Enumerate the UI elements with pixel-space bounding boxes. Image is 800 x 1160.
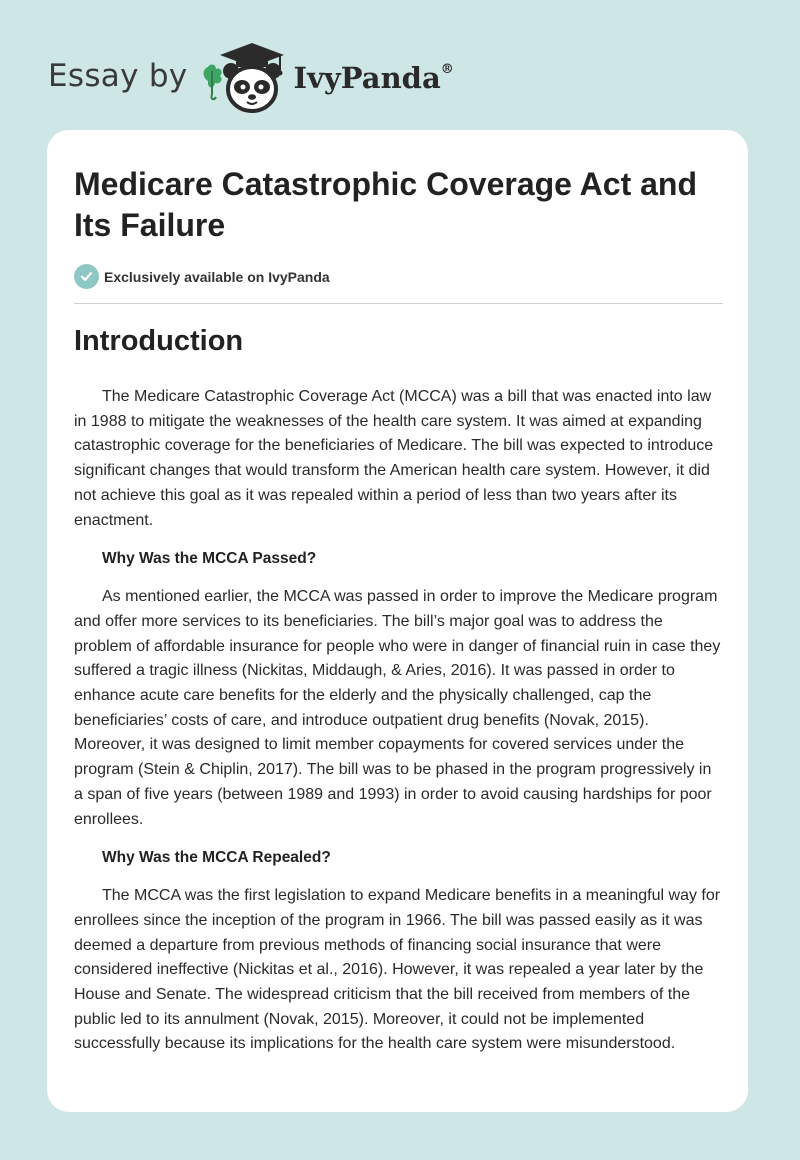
ivy-leaf-icon — [203, 65, 221, 100]
brand-name[interactable] — [294, 61, 454, 95]
repealed-paragraph: The MCCA was the first legislation to expand Medicare benefits in a meaningful way for enrollees since the inception of the program in 1966. The bill was passed easily as it was deemed a departure from previous methods of financing social insurance that were considered ineffective (Nickitas et al., 2016). However, it was repealed a year later by the House and Senate. The widespread criticism that the bill received from members of the public led to its annulment (Novak, 2015). Moreover, it could not be implemented successfully because its implications for the health care system were misunderstood. — [74, 887, 721, 1053]
article-title: Medicare Catastrophic Coverage Act and Its Failure — [74, 166, 697, 243]
subheading-passed: Why Was the MCCA Passed? — [102, 550, 317, 568]
intro-paragraph: The Medicare Catastrophic Coverage Act (MCCA) was a bill that was enacted into law in 1988 to mitigate the weaknesses of the health care system. It was aimed at expanding catastrophic coverage for the beneficiaries of Medicare. The bill was expected to introduce significant changes that would transform the American health care system. However, it did not achieve this goal as it was repealed within a period of less than two years after its enactment. — [74, 388, 714, 529]
badge-label: Exclusively available on IvyPanda — [104, 268, 330, 285]
subheading-repealed: Why Was the MCCA Repealed? — [102, 849, 331, 867]
exclusive-badge — [74, 264, 330, 289]
article-card — [47, 130, 748, 1112]
section-title: Introduction — [74, 325, 244, 357]
trademark-symbol: ® — [440, 62, 454, 78]
passed-paragraph: As mentioned earlier, the MCCA was passed in order to improve the Medicare program and offer more services to its beneficiaries. The bill’s major goal was to address the problem of affordable insurance for people who were in danger of financial ruin in case they suffered a tragic illness (Nickitas, Middaugh, & Aries, 2016). It was passed in order to enhance acute care benefits for the elderly and the physically challenged, cap the beneficiaries’ costs of care, and introduce outpatient drug benefits (Novak, 2015). Moreover, it was designed to limit member copayments for covered services under the program (Stein & Chiplin, 2017). The bill was to be phased in the program progressively in a span of five years (between 1989 and 1993) in order to avoid causing hardships for poor enrollees. — [74, 588, 721, 828]
article-body — [74, 385, 724, 1057]
brand-text: IvyPanda — [293, 61, 441, 95]
essay-by-label: Essay by — [48, 58, 188, 94]
panda-logo-icon[interactable] — [200, 37, 290, 115]
site-header — [48, 36, 454, 116]
divider — [74, 303, 723, 304]
check-icon — [74, 264, 99, 289]
